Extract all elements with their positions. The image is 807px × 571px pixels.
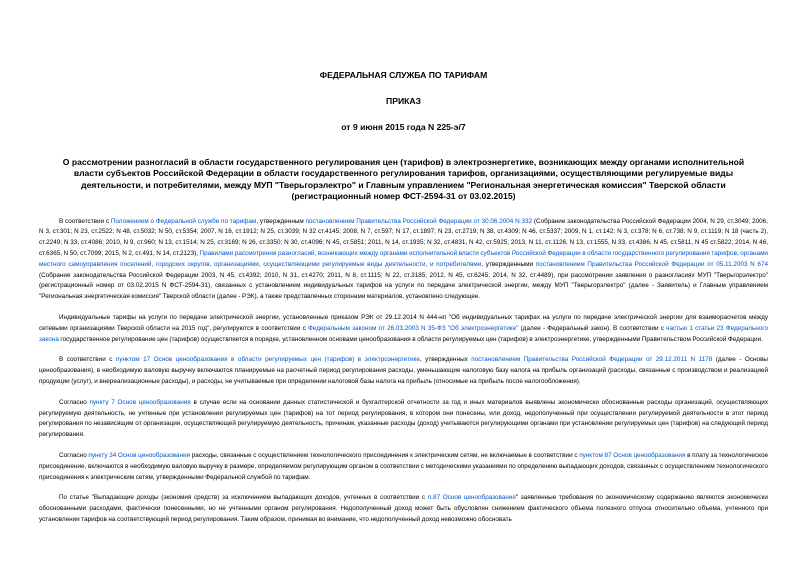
paragraph	[39, 398, 768, 441]
legal-reference-link[interactable]: Федеральным законом от 26.03.2003 N 35-ФЗ "Об электроэнергетике"	[307, 324, 519, 332]
legal-reference-link[interactable]: п.87 Основ ценообразования	[427, 494, 516, 502]
legal-reference-link[interactable]: частью 1 статьи 23 Федерального закона	[39, 324, 768, 343]
legal-reference-link[interactable]: пунктом 87 Основ ценообразования	[579, 451, 686, 459]
paragraph	[39, 313, 768, 345]
paragraph-text: " заявленные требования по экономическому содержанию являются экономически обоснованными расходами, фактически понесенными, но не учтенными органом регулирования. Недополученный доход может быть обусловлен снижением фактического объема полезного отпуска относительно объема, учтенного при установлении тарифов на соответствующий период регулирования. Таким образом, принимая во внимание, что недополученный доход невозможно обосновать	[39, 494, 768, 523]
document-title: О рассмотрении разногласий в области государственного регулирования цен (тарифов) в электроэнергетике, возникающих между органами исполнительной власти субъектов Российской Федерации в области государственного регулирования тарифов, организациями, осуществляющими регулируемые виды деятельности, и потребителями, между МУП "Тверьгорэлектро" и Главным управлением "Региональная энергетическая комиссия" Тверской области (регистрационный номер ФСТ-2594-31 от 03.02.2015)	[62, 157, 745, 202]
paragraph	[39, 217, 768, 303]
paragraph-text: (далее - Основы ценообразования), в необходимую валовую выручку включаются планируемые на расчетный период регулирования расходы, уменьшающие налоговую базу налога на прибыль организаций (расходы, связанные с производством и реализацией продукции (услуг), и внереализационные расходы), и расходы, не учитываемые при определении налоговой базы налога на прибыль (относимые на прибыль после налогообложения).	[39, 356, 768, 385]
paragraph-text: , утвержденных	[419, 356, 472, 364]
legal-reference-link[interactable]: Правилами рассмотрения разногласий, возникающих между органами исполнительной власти субъектов Российской Федерации в области государственного регулирования тарифов, органами местного самоуправления поселений, городских округов, организациями, осуществляющими регулируемые виды деятельности, и потребителями	[39, 250, 768, 268]
document-type: ПРИКАЗ	[386, 96, 421, 106]
legal-reference-link[interactable]: постановлением Правительства Российской Федерации от 05.11.2003 N 674	[535, 260, 769, 268]
legal-reference-link[interactable]: пунктом 17 Основ ценообразования в области регулируемых цен (тарифов) в электроэнергетике	[115, 356, 420, 364]
paragraph-text: (Собрание законодательства Российской Федерации 2003, N 45, ст.4392; 2010, N 31, ст.4270; 2011, N 8, ст.1115; N 22, ст.3185; 2012, N 45, ст.6245; 2014, N 32, ст.4489), при рассмотрении заявления о разногласиях МУП "Тверьгорэлектро" (регистрационный номер от 03.02.2015 N ФСТ-2594-31), связанных с установлением индивидуальных тарифов на услуги по передаче электрической энергии, между МУП "Тверьгорэлектро" (далее - Заявитель) и Главным управлением "Региональная энергетическая комиссия" Тверской области (далее - РЭК), а также представленных сторонами материалов, установлено следующее.	[39, 271, 768, 301]
paragraph	[39, 451, 768, 483]
document-body	[39, 217, 768, 526]
paragraph-text: в плату за технологическое присоединение, включаются в необходимую валовую выручку в размере, определяемом регулирующим органом в соответствии с методическими указаниями по определению выпадающих доходов, связанных с осуществлением технологического присоединения к электрическим сетям, утвержденными Федеральной службой по тарифам.	[39, 451, 769, 481]
paragraph	[39, 355, 768, 387]
paragraph-text: Индивидуальные тарифы на услуги по передаче электрической энергии, установленные приказом РЭК от 29.12.2014 N 444-нп "Об индивидуальных тарифах на услуги по передаче электрической энергии для взаиморасчетов между сетевыми организациями Тверской области на 2015 год", регулируются в соответствии с	[39, 314, 768, 332]
legal-reference-link[interactable]: постановлением Правительства Российской Федерации от 29.12.2011 N 1178	[471, 356, 713, 364]
paragraph-text: (Собрание законодательства Российской Федерации 2004, N 29, ст.3049; 2006, N 3, ст.301; N 23, ст.2522; N 48, ст.5032; N 50, ст.5354; 2007, N 16, ст.1912; N 25, ст.3039; N 32 ст.4145; 2008, N 7, ст.597; N 17, ст.1897; N 23, ст.2719; N 38, ст.4309; N 46, ст.5337; 2009, N 1, ст.142; N 3, ст.378; N 6, ст.738; N 9, ст.1119; N 18 (часть 2), ст.2249; N 33, ст.4086; 2010, N 9, ст.960; N 13, ст.1514; N 25, ст.3169; N 26, ст.3350; N 30, ст.4096; N 45, ст.5851; 2011, N 14, ст.1935; N 32, ст.4831, N 42, ст.5925; 2013, N 11, ст.1126, N 13, ст.1555, N 33, ст.4386, N 45, ст.5811, N 45 ст.5822; 2014, N 46, ст.6365, N 50, ст.7099; 2015, N 2, ст.491, N 14, ст.2123),	[39, 217, 768, 258]
paragraph-text: В соответствии с	[59, 217, 111, 225]
paragraph-text: Согласно	[59, 451, 89, 459]
paragraph-text: в случае если на основании данных статистической и бухгалтерской отчетности за год и иных материалов выявлены экономически обоснованные расходы организаций, осуществляющих регулируемую деятельность, не учтенные при установлении регулируемых цен (тарифов) на тот период регулирования, в котором они понесены, или доход, недополученный при осуществлении регулируемой деятельности в этот период регулирования по независящим от организации, осуществляющей регулируемую деятельность, причинам, указанные расходы (доход) учитываются регулирующими органами при установлении регулируемых цен (тарифов) на следующий период регулирования.	[39, 398, 768, 439]
paragraph-text: (далее - Федеральный закон). В соответствии с	[518, 324, 667, 332]
legal-reference-link[interactable]: постановлением Правительства Российской Федерации от 30.06.2004 N 332	[305, 217, 533, 225]
paragraph-text: , утвержденными	[481, 260, 536, 268]
legal-reference-link[interactable]: пункту 7 Основ ценообразования	[89, 398, 191, 406]
paragraph-text: В соответствии с	[59, 356, 116, 364]
paragraph-text: Согласно	[59, 398, 90, 406]
document-date-number: от 9 июня 2015 года N 225-э/7	[341, 122, 466, 132]
paragraph-text: По статье "Выпадающие доходы (экономия средств) за исключением выпадающих доходов, учтенных в соответствии с	[59, 494, 428, 502]
paragraph	[39, 493, 768, 525]
paragraph-text: государственное регулирование цен (тарифов) осуществляется в порядке, установленном основами ценообразования в области регулируемых цен (тарифов) в электроэнергетике, утвержденными Правительством Российской Федерации.	[58, 335, 763, 343]
paragraph-text: , утвержденным	[256, 217, 306, 225]
legal-reference-link[interactable]: Положением о Федеральной службе по тарифам	[110, 217, 257, 225]
paragraph-text: расходы, связанные с осуществлением технологического присоединения к электрическим сетям, не включаемые в соответствии с	[190, 451, 580, 459]
issuing-organization: ФЕДЕРАЛЬНАЯ СЛУЖБА ПО ТАРИФАМ	[319, 70, 488, 80]
legal-reference-link[interactable]: пункту 34 Основ ценообразования	[88, 451, 191, 459]
